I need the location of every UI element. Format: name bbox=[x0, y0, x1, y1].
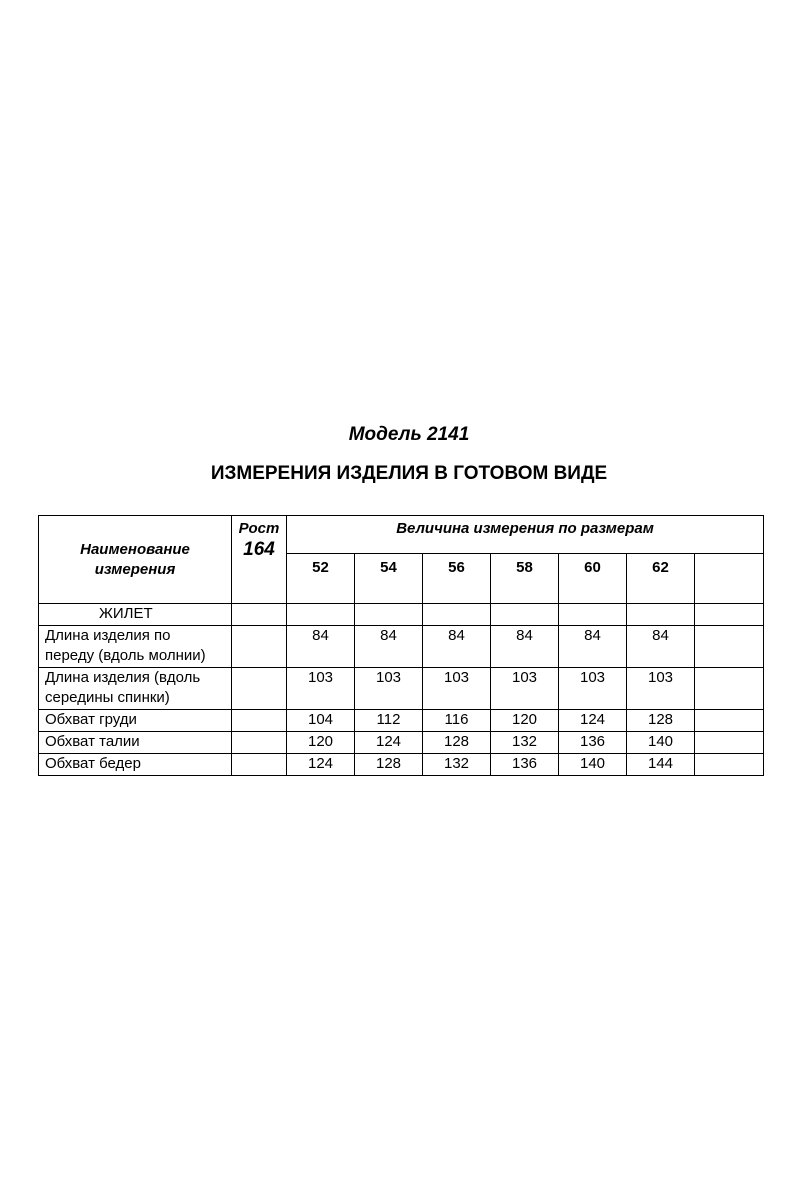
value-cell: 103 bbox=[423, 668, 491, 710]
value-cell: 103 bbox=[355, 668, 423, 710]
table-row bbox=[39, 626, 764, 668]
value-cell: 103 bbox=[287, 668, 355, 710]
empty-cell bbox=[695, 604, 764, 626]
value-cell: 128 bbox=[355, 754, 423, 776]
value-cell: 140 bbox=[627, 732, 695, 754]
sizes-header: Величина измерения по размерам bbox=[287, 516, 764, 554]
value-cell: 120 bbox=[491, 710, 559, 732]
empty-cell bbox=[355, 604, 423, 626]
row-label bbox=[39, 668, 232, 710]
value-cell: 120 bbox=[287, 732, 355, 754]
value-cell: 144 bbox=[627, 754, 695, 776]
value-cell: 124 bbox=[355, 732, 423, 754]
value-cell: 136 bbox=[559, 732, 627, 754]
value-cell: 132 bbox=[491, 732, 559, 754]
empty-cell bbox=[695, 668, 764, 710]
row-label bbox=[39, 626, 232, 668]
value-cell: 136 bbox=[491, 754, 559, 776]
empty-cell bbox=[491, 604, 559, 626]
row-label: Обхват груди bbox=[39, 710, 232, 732]
empty-cell bbox=[232, 710, 287, 732]
row-label-line2: переду (вдоль молнии) bbox=[45, 647, 206, 664]
empty-cell bbox=[559, 604, 627, 626]
row-label-line1: Длина изделия (вдоль bbox=[45, 669, 201, 686]
section-row bbox=[39, 604, 764, 626]
value-cell: 128 bbox=[423, 732, 491, 754]
size-cell: 54 bbox=[355, 554, 423, 604]
empty-cell bbox=[627, 604, 695, 626]
value-cell: 140 bbox=[559, 754, 627, 776]
empty-cell bbox=[695, 626, 764, 668]
value-cell: 124 bbox=[559, 710, 627, 732]
row-label: Обхват бедер bbox=[39, 754, 232, 776]
empty-cell bbox=[232, 604, 287, 626]
value-cell: 84 bbox=[491, 626, 559, 668]
header-row-1 bbox=[39, 516, 764, 554]
table-row bbox=[39, 754, 764, 776]
value-cell: 103 bbox=[491, 668, 559, 710]
value-cell: 103 bbox=[559, 668, 627, 710]
height-header bbox=[232, 516, 287, 604]
size-cell: 62 bbox=[627, 554, 695, 604]
value-cell: 103 bbox=[627, 668, 695, 710]
value-cell: 116 bbox=[423, 710, 491, 732]
row-label-line1: Длина изделия по bbox=[45, 627, 171, 644]
table-row bbox=[39, 710, 764, 732]
empty-cell bbox=[232, 668, 287, 710]
table-row bbox=[39, 668, 764, 710]
row-label: Обхват талии bbox=[39, 732, 232, 754]
size-cell bbox=[695, 554, 764, 604]
document-heading: ИЗМЕРЕНИЯ ИЗДЕЛИЯ В ГОТОВОМ ВИДЕ bbox=[210, 463, 608, 484]
empty-cell bbox=[695, 732, 764, 754]
section-label: ЖИЛЕТ bbox=[39, 604, 232, 626]
empty-cell bbox=[695, 754, 764, 776]
height-value: 164 bbox=[243, 539, 275, 560]
measurement-name-header-line1: Наименование bbox=[80, 540, 190, 558]
size-cell: 60 bbox=[559, 554, 627, 604]
empty-cell bbox=[232, 626, 287, 668]
value-cell: 112 bbox=[355, 710, 423, 732]
model-title: Модель 2141 bbox=[348, 424, 470, 445]
empty-cell bbox=[423, 604, 491, 626]
measurement-name-header bbox=[39, 516, 232, 604]
value-cell: 84 bbox=[287, 626, 355, 668]
size-cell: 56 bbox=[423, 554, 491, 604]
value-cell: 104 bbox=[287, 710, 355, 732]
value-cell: 128 bbox=[627, 710, 695, 732]
value-cell: 84 bbox=[423, 626, 491, 668]
empty-cell bbox=[287, 604, 355, 626]
measurement-name-header-line2: измерения bbox=[94, 560, 176, 578]
size-cell: 52 bbox=[287, 554, 355, 604]
measurements-table bbox=[38, 515, 764, 776]
size-cell: 58 bbox=[491, 554, 559, 604]
empty-cell bbox=[695, 710, 764, 732]
empty-cell bbox=[232, 732, 287, 754]
value-cell: 84 bbox=[627, 626, 695, 668]
value-cell: 84 bbox=[559, 626, 627, 668]
value-cell: 84 bbox=[355, 626, 423, 668]
empty-cell bbox=[232, 754, 287, 776]
value-cell: 132 bbox=[423, 754, 491, 776]
value-cell: 124 bbox=[287, 754, 355, 776]
row-label-line2: середины спинки) bbox=[45, 689, 170, 706]
height-label: Рост bbox=[238, 520, 280, 537]
table-row bbox=[39, 732, 764, 754]
